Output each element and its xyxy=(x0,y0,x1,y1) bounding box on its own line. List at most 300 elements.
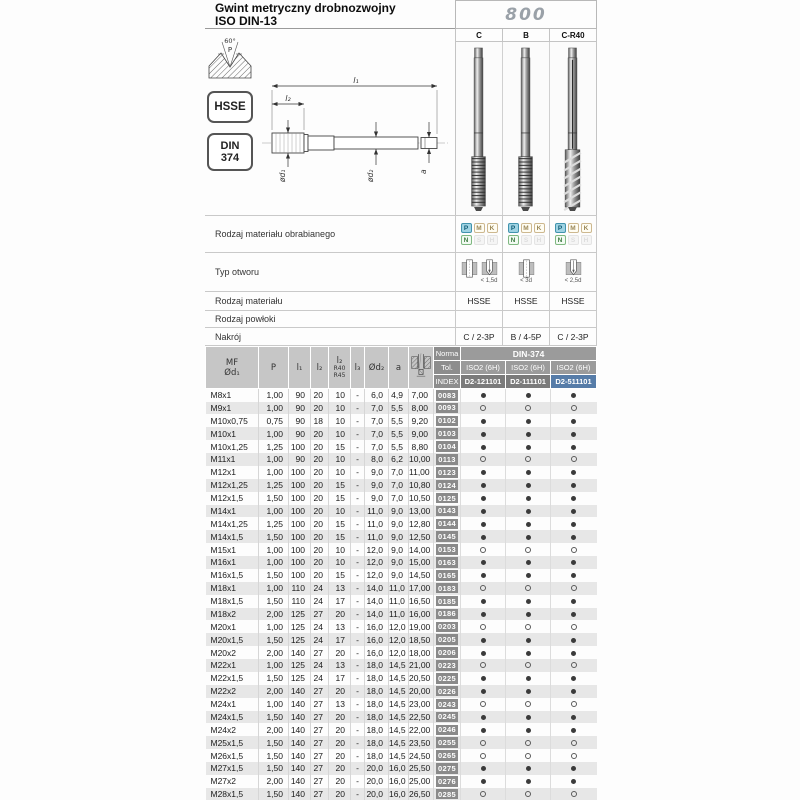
cell-d2: 12,0 xyxy=(365,556,389,569)
cell-l2: 24 xyxy=(311,620,329,633)
cell-l2r: 17 xyxy=(329,633,351,646)
cell-d2: 8,0 xyxy=(365,453,389,466)
table-row xyxy=(206,427,597,440)
material-group-badge-H: H xyxy=(534,235,545,245)
cell-mf: M15x1 xyxy=(210,544,237,555)
cell-a: 14,5 xyxy=(389,698,409,711)
cell-availability-C-R40 xyxy=(551,453,597,466)
cell-availability-C-R40 xyxy=(551,414,597,427)
product-photo-B xyxy=(503,42,550,215)
cell-l2: 27 xyxy=(311,698,329,711)
attr-cell-hole-type-C xyxy=(455,253,502,291)
attr-row-workpiece-material xyxy=(205,215,597,253)
availability-dot-open xyxy=(571,791,577,797)
cell-p: 1,00 xyxy=(259,466,289,479)
availability-dot-filled xyxy=(481,779,486,784)
cell-availability-C-R40 xyxy=(551,543,597,556)
cell-a: 7,0 xyxy=(389,466,409,479)
cell-l2: 18 xyxy=(311,414,329,427)
table-row xyxy=(206,543,597,556)
spec-table xyxy=(205,346,597,800)
cell-sq: 20,00 xyxy=(409,685,434,698)
cell-index xyxy=(434,672,461,685)
availability-dot-filled xyxy=(526,715,531,720)
availability-dot-filled xyxy=(481,689,486,694)
cell-l2r: 10 xyxy=(329,453,351,466)
product-photo-C-R40 xyxy=(550,42,596,215)
cell-p: 0,75 xyxy=(259,414,289,427)
cell-sq: 23,50 xyxy=(409,736,434,749)
cell-l3: - xyxy=(351,505,365,518)
tool-material-value: HSSE xyxy=(467,296,491,306)
table-row xyxy=(206,762,597,775)
availability-dot-filled xyxy=(526,651,531,656)
table-row xyxy=(206,402,597,415)
cell-l3: - xyxy=(351,788,365,800)
col-header-mf: MF Ød₁ xyxy=(206,347,259,389)
cell-p: 1,50 xyxy=(259,530,289,543)
cell-l2: 20 xyxy=(311,453,329,466)
availability-dot-filled xyxy=(526,393,531,398)
cell-sq: 9,00 xyxy=(409,427,434,440)
cell-mf: M26x1,5 xyxy=(210,750,244,761)
cell-availability-C-R40 xyxy=(551,608,597,621)
availability-dot-filled xyxy=(571,573,576,578)
availability-dot-filled xyxy=(481,638,486,643)
cell-mf: M16x1,5 xyxy=(210,570,244,581)
availability-dot-open xyxy=(480,662,486,668)
availability-dot-filled xyxy=(571,393,576,398)
cell-availability-B xyxy=(506,479,551,492)
cell-availability-C xyxy=(461,633,506,646)
index-badge: 0276 xyxy=(436,776,458,787)
cell-l3: - xyxy=(351,749,365,762)
index-badge: 0246 xyxy=(436,725,458,736)
attr-row-coating xyxy=(205,311,597,328)
cell-p: 1,50 xyxy=(259,788,289,800)
availability-dot-filled xyxy=(571,445,576,450)
availability-dot-filled xyxy=(526,560,531,565)
table-row xyxy=(206,582,597,595)
cell-sq: 17,00 xyxy=(409,582,434,595)
cell-index xyxy=(434,711,461,724)
cell-l2r: 20 xyxy=(329,762,351,775)
cell-d2: 11,0 xyxy=(365,517,389,530)
cell-a: 12,0 xyxy=(389,646,409,659)
availability-dot-filled xyxy=(571,612,576,617)
cell-l3: - xyxy=(351,453,365,466)
cell-sq: 22,50 xyxy=(409,711,434,724)
cell-l1: 125 xyxy=(289,608,311,621)
product-photo-C xyxy=(456,42,503,215)
tap-dimension-drawing xyxy=(260,70,455,210)
cell-availability-B xyxy=(506,389,551,402)
availability-dot-filled xyxy=(481,599,486,604)
cell-a: 11,0 xyxy=(389,595,409,608)
col-header-l2: l₂ xyxy=(311,347,329,389)
cell-p: 1,00 xyxy=(259,556,289,569)
cell-index xyxy=(434,736,461,749)
attr-values-hole-type xyxy=(455,253,597,291)
cell-mf: M20x2 xyxy=(210,647,237,658)
cell-a: 9,0 xyxy=(389,530,409,543)
table-row xyxy=(206,775,597,788)
cell-availability-C xyxy=(461,788,506,800)
cell-l1: 125 xyxy=(289,633,311,646)
cell-l2: 24 xyxy=(311,633,329,646)
material-group-badge-P: P xyxy=(508,223,519,233)
cell-d2: 9,0 xyxy=(365,466,389,479)
cell-availability-B xyxy=(506,620,551,633)
cell-mf: M8x1 xyxy=(210,390,232,401)
index-badge: 0226 xyxy=(436,686,458,697)
cell-l2: 27 xyxy=(311,749,329,762)
cell-p: 1,50 xyxy=(259,736,289,749)
cell-l1: 125 xyxy=(289,672,311,685)
cell-l2: 27 xyxy=(311,775,329,788)
cell-a: 7,0 xyxy=(389,479,409,492)
cell-l1: 90 xyxy=(289,414,311,427)
cell-l2: 27 xyxy=(311,685,329,698)
attr-cell-chamfer-C xyxy=(455,328,502,345)
table-row xyxy=(206,414,597,427)
attr-cell-workpiece-material-B xyxy=(502,216,549,252)
material-group-badge-S: S xyxy=(474,235,485,245)
availability-dot-filled xyxy=(481,483,486,488)
table-row xyxy=(206,556,597,569)
standard-badge-line1: DIN xyxy=(220,140,240,152)
cell-a: 12,0 xyxy=(389,620,409,633)
cell-l3: - xyxy=(351,402,365,415)
cell-sq: 12,50 xyxy=(409,530,434,543)
cell-availability-C-R40 xyxy=(551,620,597,633)
index-code-link-C-R40[interactable]: D2-511101 xyxy=(551,375,597,389)
cell-index xyxy=(434,685,461,698)
cell-availability-C xyxy=(461,672,506,685)
attribute-section xyxy=(205,215,597,346)
cell-mf: M14x1 xyxy=(210,505,237,516)
cell-availability-B xyxy=(506,453,551,466)
cell-l1: 100 xyxy=(289,479,311,492)
cell-index xyxy=(434,659,461,672)
cell-a: 9,0 xyxy=(389,543,409,556)
standard-badge-line2: 374 xyxy=(220,152,240,164)
cell-availability-B xyxy=(506,749,551,762)
cell-availability-C xyxy=(461,711,506,724)
table-row xyxy=(206,633,597,646)
cell-availability-C xyxy=(461,749,506,762)
cell-availability-B xyxy=(506,595,551,608)
availability-dot-open xyxy=(571,456,577,462)
cell-availability-C xyxy=(461,389,506,402)
index-badge: 0163 xyxy=(436,557,458,568)
svg-text:P: P xyxy=(227,46,233,54)
availability-dot-filled xyxy=(526,470,531,475)
table-row xyxy=(206,659,597,672)
through-hole-glyph xyxy=(518,259,535,278)
cell-l3: - xyxy=(351,659,365,672)
cell-l2r: 10 xyxy=(329,414,351,427)
availability-dot-filled xyxy=(526,676,531,681)
cell-mf: M18x1,5 xyxy=(210,596,244,607)
cell-l3: - xyxy=(351,517,365,530)
cell-availability-C-R40 xyxy=(551,505,597,518)
availability-dot-filled xyxy=(481,509,486,514)
cell-index xyxy=(434,556,461,569)
material-group-badge-N: N xyxy=(508,235,519,245)
cell-d2: 16,0 xyxy=(365,620,389,633)
cell-index xyxy=(434,440,461,453)
cell-l1: 140 xyxy=(289,723,311,736)
table-row xyxy=(206,505,597,518)
cell-index xyxy=(434,723,461,736)
attr-cell-chamfer-B xyxy=(502,328,549,345)
cell-l2r: 15 xyxy=(329,530,351,543)
cell-l2r: 10 xyxy=(329,389,351,402)
cell-availability-B xyxy=(506,608,551,621)
cell-sq: 10,50 xyxy=(409,492,434,505)
cell-d2: 14,0 xyxy=(365,595,389,608)
availability-dot-open xyxy=(480,753,486,759)
attr-label-chamfer: Nakrój xyxy=(215,331,242,342)
brand-logo-text: 800 xyxy=(505,4,547,25)
cell-l2: 20 xyxy=(311,543,329,556)
cell-availability-C xyxy=(461,479,506,492)
cell-l1: 90 xyxy=(289,427,311,440)
hole-type-icons xyxy=(565,259,582,285)
cell-availability-B xyxy=(506,672,551,685)
table-row xyxy=(206,711,597,724)
availability-dot-filled xyxy=(571,432,576,437)
availability-dot-filled xyxy=(571,560,576,565)
table-row xyxy=(206,479,597,492)
availability-dot-filled xyxy=(481,715,486,720)
cell-l2: 27 xyxy=(311,646,329,659)
availability-dot-filled xyxy=(481,535,486,540)
material-group-badge-M: M xyxy=(568,223,579,233)
index-badge: 0145 xyxy=(436,531,458,542)
cell-availability-B xyxy=(506,530,551,543)
cell-d2: 18,0 xyxy=(365,736,389,749)
index-label: INDEX xyxy=(434,375,461,389)
table-row xyxy=(206,569,597,582)
cell-l2r: 10 xyxy=(329,402,351,415)
cell-p: 1,50 xyxy=(259,633,289,646)
cell-l3: - xyxy=(351,427,365,440)
blind-hole-icon xyxy=(565,259,582,285)
cell-l3: - xyxy=(351,633,365,646)
cell-l1: 125 xyxy=(289,659,311,672)
cell-mf: M18x2 xyxy=(210,608,237,619)
attr-row-hole-type xyxy=(205,253,597,292)
cell-l3: - xyxy=(351,595,365,608)
col-header-d2: Ød₂ xyxy=(365,347,389,389)
cell-mf: M16x1 xyxy=(210,557,237,568)
cell-index xyxy=(434,530,461,543)
availability-dot-filled xyxy=(481,419,486,424)
tool-material-value: HSSE xyxy=(561,296,585,306)
availability-dot-filled xyxy=(571,676,576,681)
hole-type-icons xyxy=(518,259,535,285)
cell-sq: 25,50 xyxy=(409,762,434,775)
index-badge: 0243 xyxy=(436,699,458,710)
cell-a: 6,2 xyxy=(389,453,409,466)
availability-dot-filled xyxy=(481,560,486,565)
index-badge: 0125 xyxy=(436,493,458,504)
cell-l3: - xyxy=(351,608,365,621)
cell-mf: M25x1,5 xyxy=(210,737,244,748)
cell-index xyxy=(434,595,461,608)
index-badge: 0153 xyxy=(436,544,458,555)
cell-availability-B xyxy=(506,775,551,788)
cell-a: 16,0 xyxy=(389,788,409,800)
cell-l3: - xyxy=(351,556,365,569)
cell-l2r: 10 xyxy=(329,505,351,518)
cell-l1: 90 xyxy=(289,402,311,415)
cell-sq: 21,00 xyxy=(409,659,434,672)
attr-cell-hole-type-C-R40 xyxy=(549,253,596,291)
cell-availability-C-R40 xyxy=(551,736,597,749)
cell-l2r: 20 xyxy=(329,685,351,698)
cell-availability-C xyxy=(461,736,506,749)
availability-dot-filled xyxy=(571,522,576,527)
attr-cell-workpiece-material-C xyxy=(455,216,502,252)
cell-d2: 16,0 xyxy=(365,646,389,659)
cell-l2: 20 xyxy=(311,479,329,492)
cell-l2r: 20 xyxy=(329,646,351,659)
cell-l1: 100 xyxy=(289,466,311,479)
availability-dot-filled xyxy=(481,676,486,681)
cell-sq: 9,20 xyxy=(409,414,434,427)
cell-availability-B xyxy=(506,788,551,800)
page-title xyxy=(205,0,455,29)
cell-l2: 20 xyxy=(311,492,329,505)
index-code-link-C[interactable]: D2-121101 xyxy=(461,375,506,389)
cell-availability-B xyxy=(506,659,551,672)
attr-label-workpiece-material: Rodzaj materiału obrabianego xyxy=(215,229,336,239)
cell-availability-B xyxy=(506,582,551,595)
cell-a: 14,5 xyxy=(389,672,409,685)
index-badge: 0113 xyxy=(436,454,458,465)
cell-d2: 14,0 xyxy=(365,608,389,621)
attr-values-chamfer xyxy=(455,328,597,345)
cell-d2: 14,0 xyxy=(365,582,389,595)
index-badge: 0083 xyxy=(436,390,458,401)
availability-dot-filled xyxy=(481,496,486,501)
index-badge: 0165 xyxy=(436,570,458,581)
cell-availability-C xyxy=(461,698,506,711)
cell-availability-B xyxy=(506,736,551,749)
cell-l2: 27 xyxy=(311,762,329,775)
cell-p: 1,00 xyxy=(259,620,289,633)
title-line-2: ISO DIN-13 xyxy=(215,14,278,28)
cell-p: 1,00 xyxy=(259,453,289,466)
cell-availability-C xyxy=(461,608,506,621)
cell-availability-C-R40 xyxy=(551,517,597,530)
cell-l2: 20 xyxy=(311,505,329,518)
cell-availability-C xyxy=(461,517,506,530)
cell-l1: 140 xyxy=(289,698,311,711)
cell-index xyxy=(434,505,461,518)
availability-dot-open xyxy=(571,701,577,707)
table-row xyxy=(206,440,597,453)
availability-dot-filled xyxy=(481,393,486,398)
index-badge: 0275 xyxy=(436,763,458,774)
cell-availability-B xyxy=(506,685,551,698)
table-row xyxy=(206,736,597,749)
cell-d2: 7,0 xyxy=(365,427,389,440)
cell-mf: M27x1,5 xyxy=(210,763,244,774)
chamfer-value: C / 2-3P xyxy=(463,331,495,342)
attr-cell-chamfer-C-R40 xyxy=(549,328,596,345)
cell-availability-C-R40 xyxy=(551,492,597,505)
index-badge: 0185 xyxy=(436,596,458,607)
cell-l2: 27 xyxy=(311,788,329,800)
cell-a: 16,0 xyxy=(389,762,409,775)
cell-availability-C xyxy=(461,427,506,440)
availability-dot-open xyxy=(571,740,577,746)
cell-a: 16,0 xyxy=(389,775,409,788)
cell-p: 1,00 xyxy=(259,505,289,518)
product-version-header-C: C xyxy=(456,29,503,42)
cell-l2: 20 xyxy=(311,466,329,479)
cell-mf: M9x1 xyxy=(210,402,232,413)
cell-l3: - xyxy=(351,466,365,479)
cell-l2r: 13 xyxy=(329,698,351,711)
cell-l2r: 15 xyxy=(329,479,351,492)
cell-availability-C xyxy=(461,569,506,582)
cell-l2: 20 xyxy=(311,530,329,543)
hole-depth-caption: < 2,5d xyxy=(564,278,582,284)
availability-dot-filled xyxy=(526,573,531,578)
cell-mf: M20x1,5 xyxy=(210,634,244,645)
cell-l2: 27 xyxy=(311,736,329,749)
cell-l1: 140 xyxy=(289,711,311,724)
cell-a: 9,0 xyxy=(389,517,409,530)
cell-l3: - xyxy=(351,685,365,698)
cell-mf: M22x2 xyxy=(210,686,237,697)
attr-cell-tool-material-C xyxy=(455,292,502,310)
availability-dot-open xyxy=(525,456,531,462)
index-badge: 0104 xyxy=(436,441,458,452)
tolerance-value-C-R40: ISO2 (6H) xyxy=(551,361,597,375)
attr-values-workpiece-material xyxy=(455,216,597,252)
cell-availability-C-R40 xyxy=(551,427,597,440)
cell-l2: 20 xyxy=(311,440,329,453)
cell-index xyxy=(434,414,461,427)
cell-sq: 18,00 xyxy=(409,646,434,659)
cell-index xyxy=(434,402,461,415)
cell-availability-C-R40 xyxy=(551,582,597,595)
cell-l2r: 20 xyxy=(329,749,351,762)
hole-type-icons xyxy=(461,259,498,285)
cell-l1: 140 xyxy=(289,646,311,659)
index-code-link-B[interactable]: D2-111101 xyxy=(506,375,551,389)
cell-l3: - xyxy=(351,698,365,711)
cell-l2: 20 xyxy=(311,517,329,530)
table-row xyxy=(206,723,597,736)
cell-index xyxy=(434,582,461,595)
availability-dot-open xyxy=(480,585,486,591)
availability-dot-filled xyxy=(481,573,486,578)
cell-availability-C-R40 xyxy=(551,479,597,492)
availability-dot-filled xyxy=(571,509,576,514)
cell-l1: 140 xyxy=(289,685,311,698)
cell-l2: 24 xyxy=(311,659,329,672)
cell-p: 1,00 xyxy=(259,659,289,672)
cell-a: 9,0 xyxy=(389,556,409,569)
norma-value: DIN-374 xyxy=(461,347,597,361)
